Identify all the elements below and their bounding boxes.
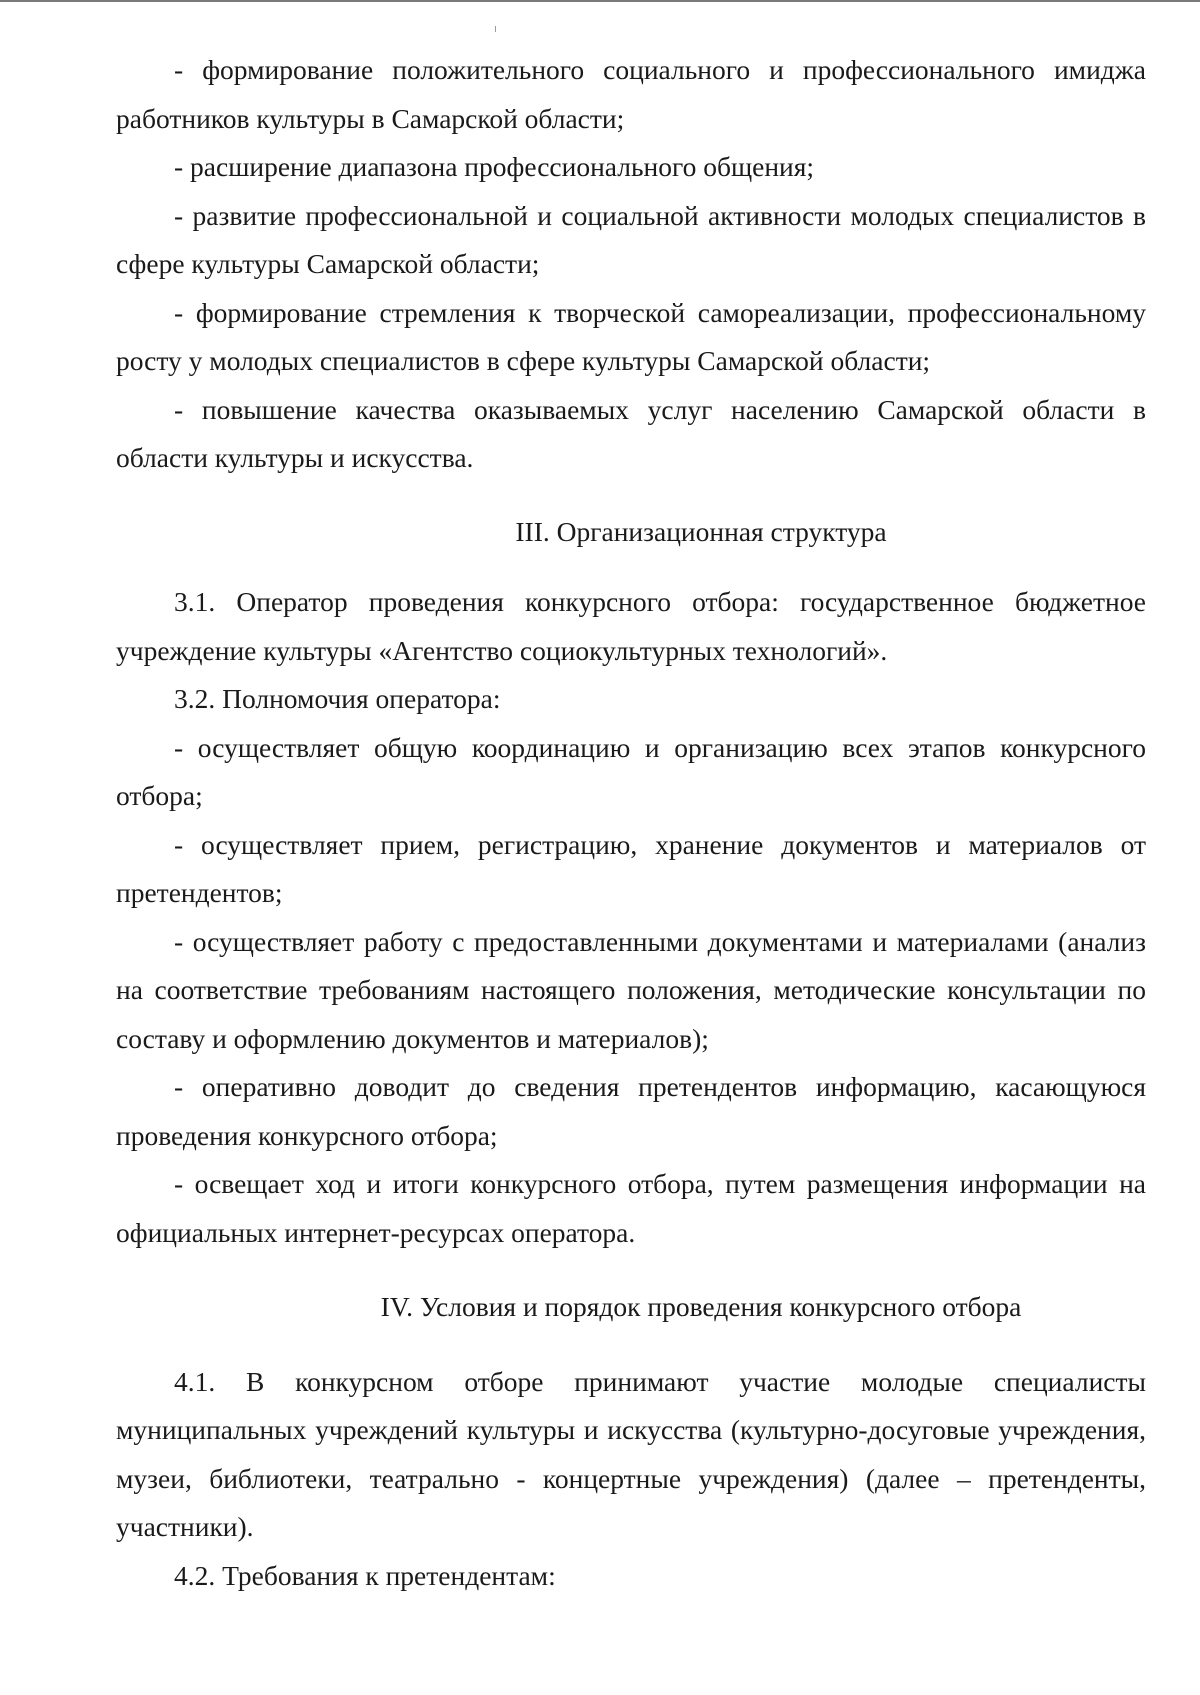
operator-duty-item: - освещает ход и итоги конкурсного отбора, путем размещения информации на официальных интернет-ресурсах оператора. bbox=[116, 1168, 1146, 1248]
section-heading-3: III. Организационная структура bbox=[515, 515, 887, 547]
document-body bbox=[116, 46, 1146, 1600]
goal-item: - формирование положительного социального и профессионального имиджа работников культуры в Самарской области; bbox=[116, 54, 1146, 134]
goal-item: - формирование стремления к творческой самореализации, профессиональному росту у молодых специалистов в сфере культуры Самарской области; bbox=[116, 296, 1146, 376]
goal-item: - повышение качества оказываемых услуг населению Самарской области в области культуры и искусства. bbox=[116, 393, 1146, 473]
clause-3-1: 3.1. Оператор проведения конкурсного отбора: государственное бюджетное учреждение культуры «Агентство социокультурных технологий». bbox=[116, 586, 1146, 666]
section-heading-4: IV. Условия и порядок проведения конкурсного отбора bbox=[380, 1291, 1022, 1322]
scan-artifact bbox=[495, 26, 496, 32]
operator-duty-item: - осуществляет прием, регистрацию, хранение документов и материалов от претендентов; bbox=[116, 828, 1146, 908]
operator-duty-item: - осуществляет общую координацию и организацию всех этапов конкурсного отбора; bbox=[116, 731, 1146, 811]
goal-item: - расширение диапазона профессионального общения; bbox=[174, 151, 815, 182]
operator-duty-item: - осуществляет работу с предоставленными документами и материалами (анализ на соответствие требованиям настоящего положения, методические консультации по составу и оформлению документов и материалов); bbox=[116, 925, 1146, 1054]
goal-item: - развитие профессиональной и социальной активности молодых специалистов в сфере культуры Самарской области; bbox=[116, 199, 1146, 279]
clause-4-1: 4.1. В конкурсном отборе принимают участие молодые специалисты муниципальных учреждений культуры и искусства (культурно-досуговые учреждения, музеи, библиотеки, театрально - концертные учреждения) (далее – претенденты, участники). bbox=[116, 1365, 1146, 1542]
operator-duty-item: - оперативно доводит до сведения претендентов информацию, касающуюся проведения конкурсного отбора; bbox=[116, 1071, 1146, 1151]
clause-4-2: 4.2. Требования к претендентам: bbox=[174, 1559, 556, 1591]
clause-3-2: 3.2. Полномочия оператора: bbox=[174, 683, 501, 714]
